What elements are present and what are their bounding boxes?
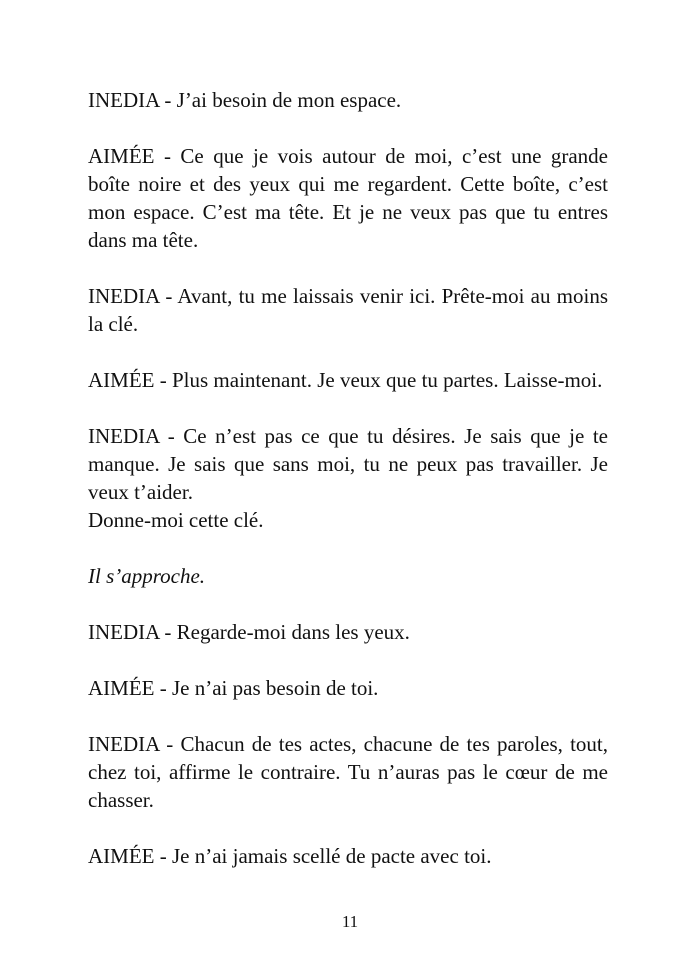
play-text	[88, 86, 608, 898]
dialogue-line: AIMÉE - Ce que je vois autour de moi, c’est une grande boîte noire et des yeux qui me regardent. Cette boîte, c’est mon espace. C’est ma tête. Et je ne veux pas que tu entres dans ma tête.	[88, 144, 608, 252]
page-number: 11	[341, 912, 359, 931]
dialogue-line	[88, 422, 608, 534]
dialogue-line: INEDIA - J’ai besoin de mon espace.	[88, 88, 402, 112]
dialogue-line: AIMÉE - Plus maintenant. Je veux que tu partes. Laisse-moi.	[88, 368, 603, 392]
dialogue-line: INEDIA - Chacun de tes actes, chacune de tes paroles, tout, chez toi, affirme le contraire. Tu n’auras pas le cœur de me chasser.	[88, 732, 608, 812]
dialogue-line: AIMÉE - Je n’ai pas besoin de toi.	[88, 676, 379, 700]
stage-direction: Il s’approche.	[88, 564, 206, 588]
dialogue-continuation: Donne-moi cette clé.	[88, 508, 264, 532]
dialogue-line: INEDIA - Avant, tu me laissais venir ici. Prête-moi au moins la clé.	[88, 284, 608, 336]
dialogue-text: INEDIA - Ce n’est pas ce que tu désires. Je sais que je te manque. Je sais que sans moi, tu ne peux pas travailler. Je veux t’aider.	[88, 424, 608, 504]
dialogue-line: AIMÉE - Je n’ai jamais scellé de pacte avec toi.	[88, 844, 492, 868]
dialogue-line: INEDIA - Regarde-moi dans les yeux.	[88, 620, 410, 644]
